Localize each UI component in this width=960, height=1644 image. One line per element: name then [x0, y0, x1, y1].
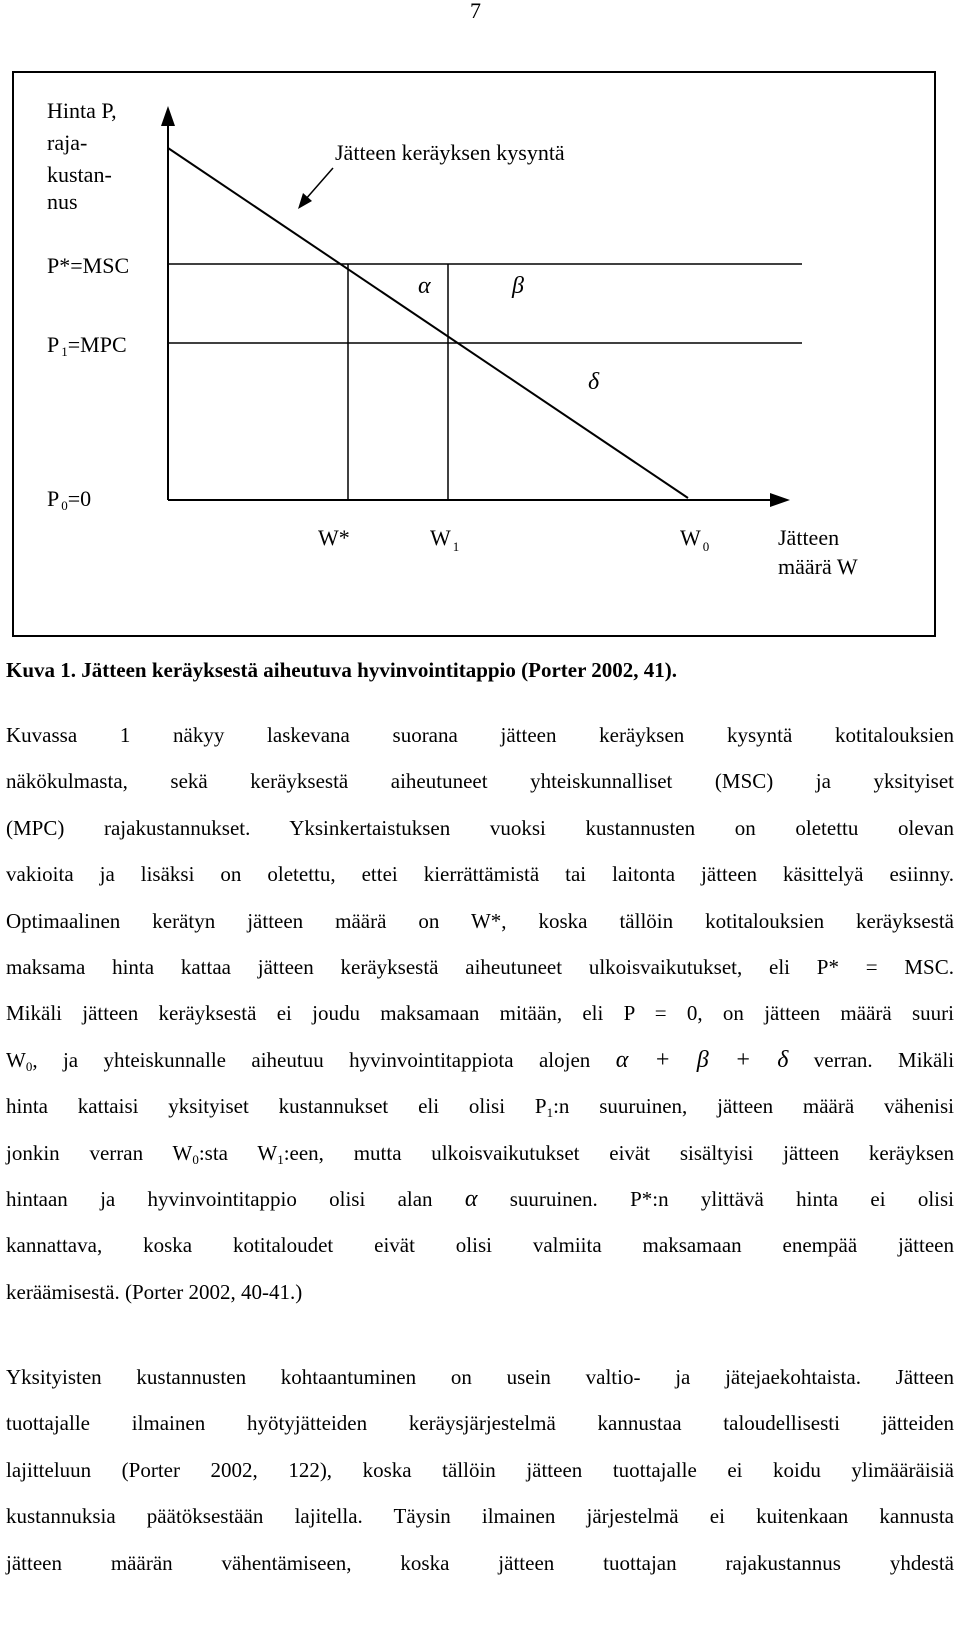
paragraph-1-line-3: (MPC) rajakustannukset. Yksinkertaistuksen vuoksi kustannusten on oletettu olevan: [6, 815, 954, 840]
paragraph-1-line-1: Kuvassa 1 näkyy laskevana suorana jätteen keräyksen kysyntä kotitalouksien: [6, 723, 954, 747]
x-axis-label-line-2: määrä W: [778, 554, 858, 579]
demand-curve: [168, 148, 688, 498]
paragraph-1-line-7: Mikäli jätteen keräyksestä ei joudu maksamaan mitään, eli P = 0, on jätteen määrä suuri: [6, 1001, 954, 1026]
paragraph-2-line-1: Yksityisten kustannusten kohtaantuminen on usein valtio- ja jätejaekohtaista. Jätteen: [6, 1365, 954, 1389]
w1-label: W $_1$: [430, 525, 460, 554]
w-star-label: W*: [318, 525, 350, 550]
welfare-loss-figure: [0, 0, 960, 660]
demand-label: Jätteen keräyksen kysyntä: [335, 140, 565, 165]
paragraph-1-line-6: maksama hinta kattaa jätteen keräyksestä aiheutuneet ulkoisvaikutukset, eli P* = MSC.: [6, 954, 954, 979]
x-axis-label-line-1: Jätteen: [778, 525, 840, 550]
y-axis-label-line-3: kustan-: [47, 162, 112, 187]
paragraph-1-line-5: Optimaalinen kerätyn jätteen määrä on W*, koska tällöin kotitalouksien keräyksestä: [6, 908, 954, 933]
paragraph-2: [6, 1354, 954, 1586]
delta-area-label: δ: [588, 369, 600, 395]
figure-caption: Kuva 1. Jätteen keräyksestä aiheutuva hyvinvointitappio (Porter 2002, 41).: [6, 658, 678, 682]
page-number: 7: [470, 0, 481, 23]
y-axis-label-line-1: Hinta P,: [47, 98, 117, 123]
paragraph-2-line-2: tuottajalle ilmainen hyötyjätteiden keräysjärjestelmä kannustaa taloudellisesti jätteiden: [6, 1411, 954, 1436]
paragraph-1-line-2: näkökulmasta, sekä keräyksestä aiheutuneet yhteiskunnalliset (MSC) ja yksityiset: [6, 769, 954, 794]
p-star-label: P*=MSC: [47, 253, 130, 278]
paragraph-1-line-4: vakioita ja lisäksi on oletettu, ettei kierrättämistä tai laitonta jätteen käsittelyä esiinny.: [6, 862, 954, 887]
paragraph-1-line-12: kannattava, koska kotitaloudet eivät olisi valmiita maksamaan enempää jätteen: [6, 1233, 954, 1258]
demand-pointer-line: [305, 168, 333, 200]
paragraph-2-line-5: jätteen määrän vähentämiseen, koska jätteen tuottajan rajakustannus yhdestä: [6, 1550, 954, 1575]
paragraph-1: [6, 712, 954, 1315]
p0-label: P 0=0: [47, 486, 92, 513]
y-axis-label-line-2: raja-: [47, 130, 88, 155]
alpha-area-label: α: [418, 273, 431, 299]
p1-label: P 1=MPC: [47, 332, 127, 359]
paragraph-1-line-8: W0, ja yhteiskunnalle aiheutuu hyvinvointitappiota alojen α + β + δ verran. Mikäli: [6, 1046, 955, 1074]
paragraph-1-line-11: hintaan ja hyvinvointitappio olisi alan α suuruinen. P*:n ylittävä hinta ei olisi: [6, 1185, 955, 1212]
y-axis-arrow-icon: [161, 106, 175, 126]
alpha-beta-delta-expression: α + β + δ: [615, 1046, 789, 1073]
paragraph-2-line-4: kustannuksia päätöksestään lajitella. Täysin ilmainen järjestelmä ei kuitenkaan kannusta: [6, 1504, 954, 1529]
paragraph-2-line-3: lajitteluun (Porter 2002, 122), koska tällöin jätteen tuottajalle ei koidu ylimääräisiä: [6, 1457, 954, 1482]
w0-label: W $_0$: [680, 525, 710, 554]
paragraph-1-line-9: hinta kattaisi yksityiset kustannukset eli olisi P1:n suuruinen, jätteen määrä vähenisi: [6, 1094, 954, 1121]
beta-area-label: β: [512, 273, 524, 299]
paragraph-1-line-10: jonkin verran W0:sta W1:een, mutta ulkoisvaikutukset eivät sisältyisi jätteen keräyksen: [6, 1140, 955, 1167]
y-axis-label-line-4: nus: [47, 189, 78, 214]
x-axis-arrow-icon: [770, 493, 790, 507]
paragraph-1-line-13: keräämisestä. (Porter 2002, 40-41.): [6, 1279, 303, 1304]
